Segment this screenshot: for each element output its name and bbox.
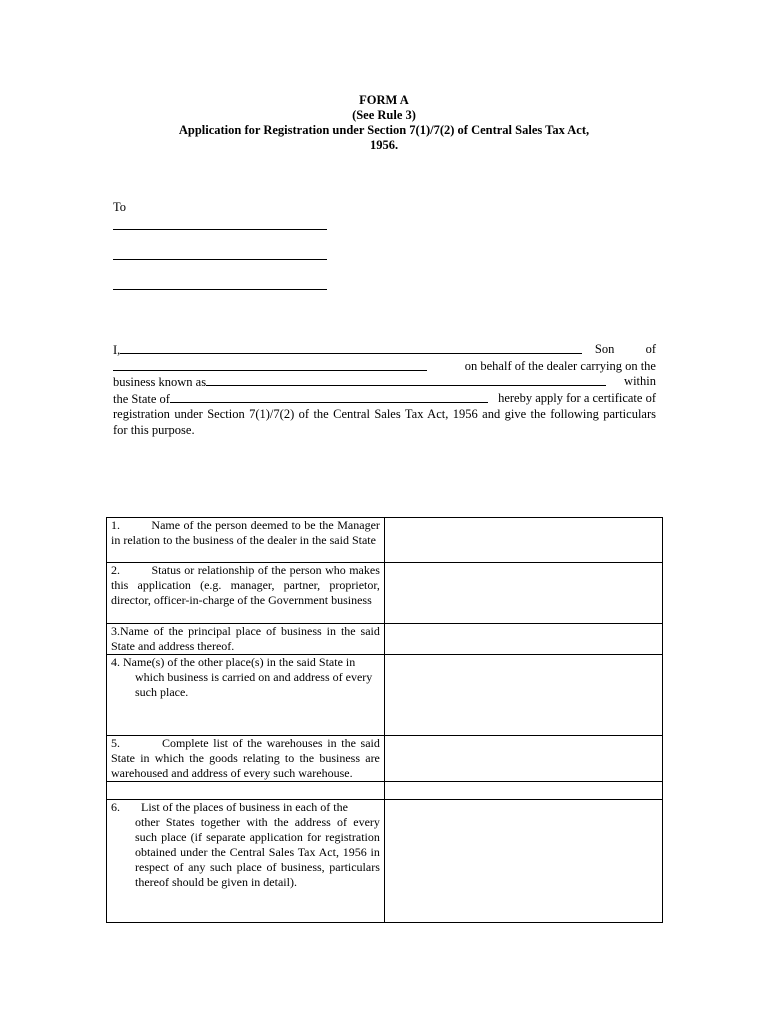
father-name-blank[interactable] [113, 359, 427, 371]
declaration-line-2 [113, 359, 656, 375]
declaration-line-5: registration under Section 7(1)/7(2) of the Central Sales Tax Act, 1956 and give the following particulars [113, 407, 656, 422]
declaration-line-6: for this purpose. [113, 422, 195, 437]
declaration-line-1 [113, 342, 656, 359]
address-line-1[interactable] [113, 229, 327, 230]
spacer-cell-left [107, 782, 385, 800]
business-name-blank[interactable] [206, 374, 606, 386]
table-row [107, 800, 663, 923]
address-line-3[interactable] [113, 289, 327, 290]
table-row [107, 518, 663, 563]
table-row [107, 655, 663, 736]
question-3: 3.Name of the principal place of business in the said State and address thereof. [107, 624, 385, 655]
business-known-as-label: business known as [113, 375, 207, 390]
application-title-year: 1956. [369, 138, 399, 152]
answer-3[interactable] [384, 624, 662, 655]
table-row [107, 624, 663, 655]
address-line-2[interactable] [113, 259, 327, 260]
state-of-label: the State of [113, 391, 170, 406]
spacer-cell-right[interactable] [384, 782, 662, 800]
question-6-rest: other States together with the address of every such place (if separate application for registration obtained under the Central Sales Tax Act, 1956 in respect of any such place of business, particulars thereof should be given in detail). [135, 815, 380, 889]
declaration-line-3 [113, 374, 656, 391]
question-4-first-line: 4. Name(s) of the other place(s) in the said State in [111, 655, 356, 669]
table-row [107, 563, 663, 624]
declaration-line-4 [113, 391, 656, 408]
table-row-spacer [107, 782, 663, 800]
rule-reference: (See Rule 3) [352, 108, 416, 122]
i-label: I, [113, 343, 121, 357]
question-2: 2. Status or relationship of the person who makes this application (e.g. manager, partner, proprietor, director, officer-in-charge of the Government business [107, 563, 385, 624]
question-6-first-line: 6. List of the places of business in each of the [111, 800, 348, 814]
state-name-blank[interactable] [170, 391, 488, 403]
declaration-paragraph [113, 342, 656, 439]
within-label: within [624, 374, 656, 389]
answer-1[interactable] [384, 518, 662, 563]
application-title: Application for Registration under Section 7(1)/7(2) of Central Sales Tax Act, [178, 123, 590, 137]
answer-6[interactable] [384, 800, 662, 923]
to-label: To [113, 200, 127, 214]
answer-4[interactable] [384, 655, 662, 736]
question-4-rest: which business is carried on and address of every such place. [135, 670, 373, 699]
hereby-apply-label: hereby apply for a certificate of [498, 390, 656, 405]
particulars-table [106, 517, 663, 923]
on-behalf-label: on behalf of the dealer carrying on the [464, 358, 656, 373]
question-4 [107, 655, 385, 736]
table-row [107, 736, 663, 782]
son-of-label: Son of [594, 342, 656, 356]
question-6 [107, 800, 385, 923]
answer-2[interactable] [384, 563, 662, 624]
applicant-name-blank[interactable] [120, 342, 582, 354]
question-1: 1. Name of the person deemed to be the Manager in relation to the business of the dealer in the said State [107, 518, 385, 563]
form-title: FORM A [359, 93, 409, 107]
answer-5[interactable] [384, 736, 662, 782]
question-5: 5. Complete list of the warehouses in the said State in which the goods relating to the business are warehoused and address of every such warehouse. [107, 736, 385, 782]
